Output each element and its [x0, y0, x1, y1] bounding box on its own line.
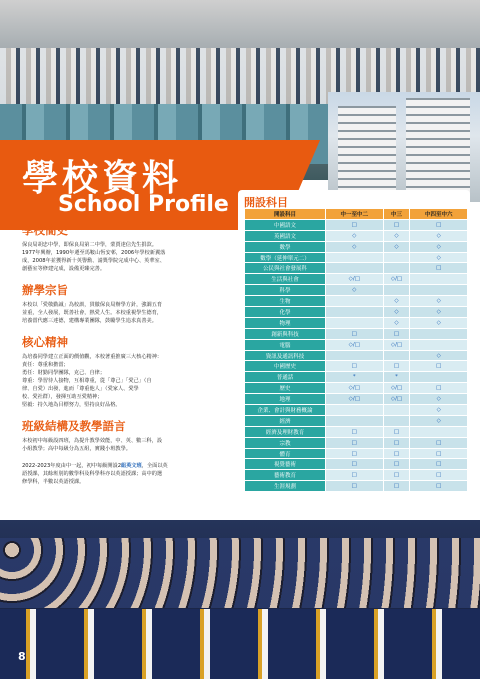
subject-language-cell [326, 307, 384, 318]
subject-language-cell [410, 274, 468, 285]
subject-name: 宗教 [245, 437, 326, 448]
subjects-header-row [245, 209, 468, 220]
subject-name: 公民與社會發展科 [245, 263, 326, 274]
subject-name: 中國歷史 [245, 361, 326, 372]
subject-language-cell: ◇/□ [383, 274, 410, 285]
subject-name: 創新與科技 [245, 328, 326, 339]
subject-name: 生涯規劃 [245, 481, 326, 492]
subject-language-cell: □ [326, 437, 384, 448]
subject-language-cell: ◇ [383, 317, 410, 328]
subject-language-cell: □ [383, 470, 410, 481]
subject-language-cell [326, 317, 384, 328]
subject-language-cell: ◇ [383, 296, 410, 307]
subject-row [245, 274, 468, 285]
subject-row [245, 230, 468, 241]
subject-language-cell: ◇ [410, 317, 468, 328]
subject-row [245, 241, 468, 252]
subject-name: 地理 [245, 394, 326, 405]
profile-text-column [22, 222, 232, 495]
subject-name: 藝術教育 [245, 470, 326, 481]
subject-row [245, 437, 468, 448]
subjects-table [244, 208, 468, 492]
subject-name: 資訊及通訊科技 [245, 350, 326, 361]
subject-language-cell: ◇ [410, 394, 468, 405]
subject-language-cell [410, 328, 468, 339]
school-building-photo [328, 92, 480, 202]
subject-row [245, 415, 468, 426]
page-number: 8 [18, 650, 26, 663]
subject-language-cell: □ [326, 481, 384, 492]
subject-language-cell [383, 405, 410, 416]
subject-language-cell: □ [410, 481, 468, 492]
subject-language-cell: □ [383, 219, 410, 230]
subject-language-cell: ◇ [410, 415, 468, 426]
subject-language-cell [383, 350, 410, 361]
subject-language-cell: * [326, 372, 384, 383]
subject-language-cell: ◇/□ [383, 383, 410, 394]
subject-row [245, 296, 468, 307]
subject-language-cell: ◇/□ [326, 383, 384, 394]
page-title-en: School Profile [58, 192, 229, 217]
subject-name: 生物 [245, 296, 326, 307]
subjects-panel [238, 190, 470, 546]
subject-name: 物理 [245, 317, 326, 328]
classes-body-2: 2022-2023年度由中一起，初中每級開設2組英文班，全面以英 語授課，其餘班別的數學科及科學科亦以英語授課；高中的選 修學科，半數以英語授課。 [22, 463, 168, 485]
subject-row [245, 459, 468, 470]
subject-language-cell: ◇ [326, 230, 384, 241]
subject-language-cell [326, 350, 384, 361]
subject-row [245, 317, 468, 328]
subject-name: 數學 [245, 241, 326, 252]
subject-language-cell: □ [410, 437, 468, 448]
subject-language-cell: □ [326, 426, 384, 437]
subject-language-cell: □ [326, 448, 384, 459]
subject-row [245, 285, 468, 296]
subject-language-cell: □ [410, 361, 468, 372]
subject-language-cell: ◇/□ [326, 339, 384, 350]
subject-language-cell [326, 415, 384, 426]
subject-language-cell: □ [410, 219, 468, 230]
subject-language-cell: □ [410, 383, 468, 394]
subject-language-cell: □ [410, 448, 468, 459]
classes-body: 本校初中每級設四班，為提升教學效能，中、英、數三科，設 小組教學；高中每級分為五組，實踐小班教學。 [22, 438, 163, 452]
english-class-highlight: 組英文班 [121, 463, 142, 469]
subject-language-cell: □ [326, 459, 384, 470]
subject-row [245, 263, 468, 274]
subject-language-cell: * [383, 372, 410, 383]
subject-language-cell: □ [383, 328, 410, 339]
subject-language-cell: □ [326, 470, 384, 481]
subject-language-cell: ◇/□ [326, 394, 384, 405]
subject-language-cell: ◇ [383, 241, 410, 252]
subject-language-cell: □ [326, 328, 384, 339]
subject-language-cell [383, 252, 410, 263]
subject-row [245, 328, 468, 339]
subject-language-cell: ◇ [410, 350, 468, 361]
subject-row [245, 448, 468, 459]
subject-language-cell: □ [410, 470, 468, 481]
subject-language-cell: ◇/□ [326, 274, 384, 285]
subject-language-cell: ◇ [410, 241, 468, 252]
graduation-photo [0, 520, 480, 679]
subject-name: 視覺藝術 [245, 459, 326, 470]
subject-language-cell: □ [383, 481, 410, 492]
subject-language-cell [410, 372, 468, 383]
subject-name: 科學 [245, 285, 326, 296]
classes-heading: 班級結構及教學語言 [22, 419, 126, 433]
subject-language-cell: ◇/□ [383, 394, 410, 405]
subject-language-cell: ◇ [383, 230, 410, 241]
subject-name: 普通話 [245, 372, 326, 383]
subject-language-cell [410, 426, 468, 437]
subject-language-cell: ◇ [326, 241, 384, 252]
subject-name: 英國語文 [245, 230, 326, 241]
subject-row [245, 219, 468, 230]
subject-language-cell: ◇/□ [383, 339, 410, 350]
subject-language-cell: ◇ [383, 307, 410, 318]
subject-name: 中國語文 [245, 219, 326, 230]
subject-name: 數學（延伸單元二） [245, 252, 326, 263]
subject-language-cell [326, 405, 384, 416]
subject-name: 電腦 [245, 339, 326, 350]
subject-name: 體育 [245, 448, 326, 459]
subject-language-cell: □ [326, 219, 384, 230]
subject-row [245, 372, 468, 383]
subject-language-cell [326, 296, 384, 307]
subject-name: 化學 [245, 307, 326, 318]
header-s3: 中三 [383, 209, 410, 220]
subject-language-cell [410, 285, 468, 296]
subjects-title: 開設科目 [244, 196, 288, 209]
subject-row [245, 307, 468, 318]
subject-language-cell: ◇ [410, 230, 468, 241]
core-values-heading: 核心精神 [22, 335, 68, 349]
subject-language-cell [383, 263, 410, 274]
subject-language-cell: ◇ [410, 252, 468, 263]
subject-language-cell: ◇ [326, 285, 384, 296]
subject-name: 生活與社會 [245, 274, 326, 285]
subject-name: 歷史 [245, 383, 326, 394]
subject-row [245, 470, 468, 481]
mission-heading: 辦學宗旨 [22, 283, 68, 297]
subject-language-cell: ◇ [410, 296, 468, 307]
subject-row [245, 252, 468, 263]
history-body: 保良局胡忠中學，即保良局第二中學，蒙賈達信先生捐款。 1977年興辦，1990年遷至馬鞍山恆安邨，2006年學校新翼落 成，2008年並獲得新十英譽勳、請獎學院完成中心、英華室、 創藝室等修建完成，設備更臻完善。 [22, 242, 166, 272]
subject-language-cell [326, 263, 384, 274]
header-s1-s2: 中一至中二 [326, 209, 384, 220]
subject-language-cell: □ [410, 263, 468, 274]
subject-language-cell [383, 285, 410, 296]
subject-language-cell [383, 415, 410, 426]
subject-row [245, 405, 468, 416]
history-heading: 學校簡史 [22, 223, 68, 237]
subject-row [245, 426, 468, 437]
subject-language-cell: □ [383, 459, 410, 470]
subject-row [245, 350, 468, 361]
subject-row [245, 394, 468, 405]
subject-name: 企業、會計與財務概論 [245, 405, 326, 416]
subject-language-cell: ◇ [410, 405, 468, 416]
core-values-body: 為培養同學建立正面的價值觀，本校著重推廣三大核心精神： 責任：尊重和擔當； 勇任：財勤同學團隊，克己、自律； 尊重：學習待人接物，互相尊重，從「尊己」「愛己」（自 律、自愛）出發，進而「尊重他人」（愛家人、愛學 校、愛社群），發揮互助互愛精神； 堅毅：持久地為目標努力，堅持良好品格。 [22, 354, 163, 408]
subject-row [245, 383, 468, 394]
subject-language-cell: □ [383, 426, 410, 437]
subject-name: 經濟及理財教育 [245, 426, 326, 437]
subject-language-cell: □ [383, 361, 410, 372]
subject-language-cell: □ [410, 459, 468, 470]
subject-row [245, 339, 468, 350]
subject-row [245, 481, 468, 492]
subject-name: 經濟 [245, 415, 326, 426]
subject-language-cell [410, 339, 468, 350]
header-s4-s6: 中四至中六 [410, 209, 468, 220]
mission-body: 本校以「愛敬勤誠」為校訓，貫徹保良局辦學方針，強調五育 並重，全人發展，既善社會，熱愛人生。本校重視學生德育， 培養當代應三達德，建構專業團隊，鼓勵學生追求真善美。 [22, 302, 163, 324]
subject-language-cell: ◇ [410, 307, 468, 318]
subject-language-cell: □ [383, 437, 410, 448]
header-subject: 開設科目 [245, 209, 326, 220]
subject-language-cell [326, 252, 384, 263]
page-title-zh: 學校資料 [22, 158, 183, 199]
subject-row [245, 361, 468, 372]
subject-language-cell: □ [326, 361, 384, 372]
subject-language-cell: □ [383, 448, 410, 459]
